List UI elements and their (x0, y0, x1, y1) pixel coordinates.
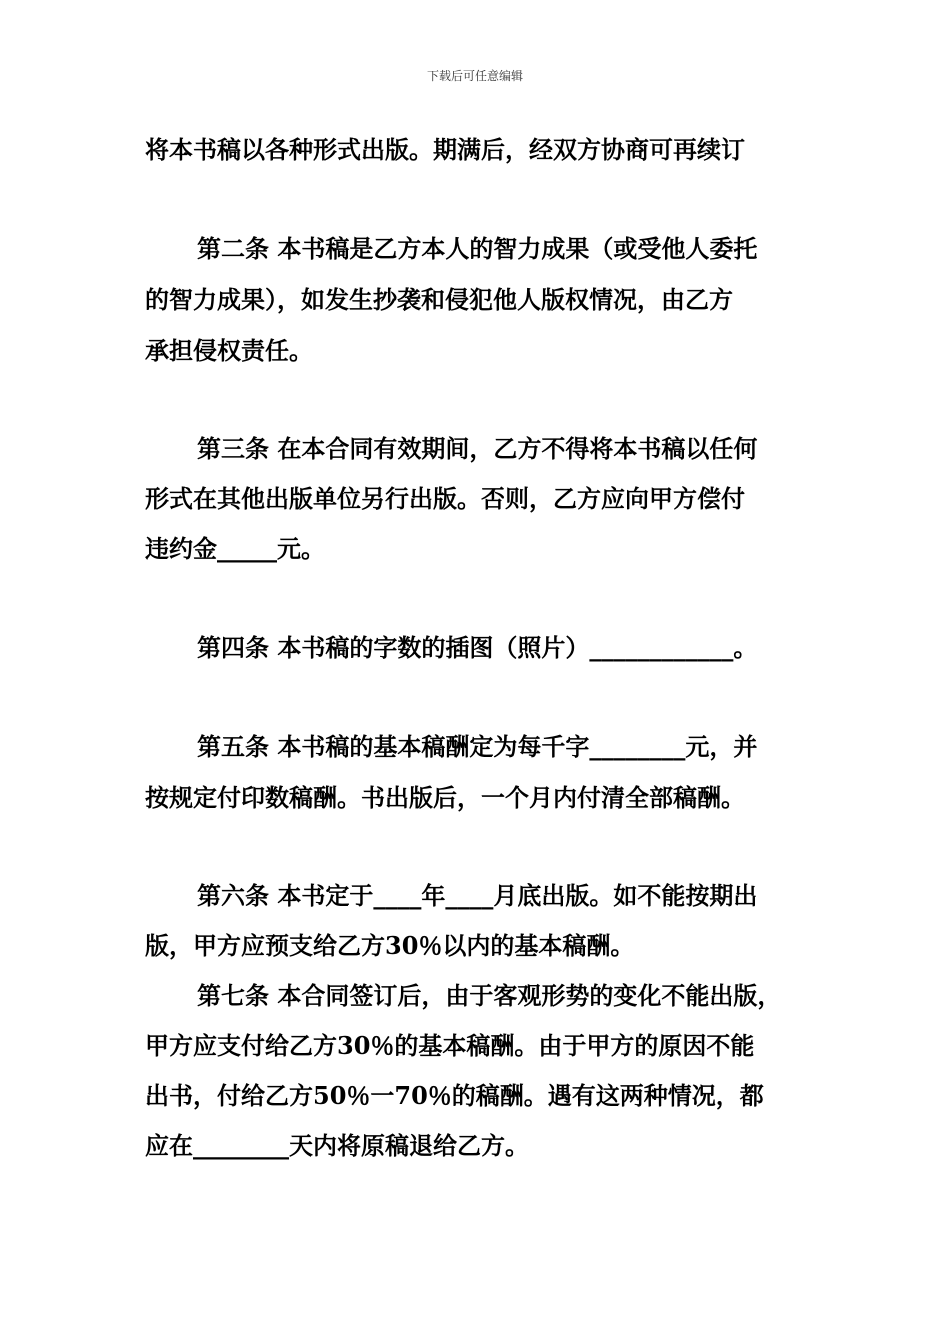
text-line: 甲方应支付给乙方30％的基本稿酬。由于甲方的原因不能 (145, 1031, 755, 1060)
header-note: 下载后可任意编辑 (426, 69, 523, 83)
article-2-line: 第二条 本书稿是乙方本人的智力成果（或受他人委托 (197, 234, 758, 263)
text-line: 出书，付给乙方50％一70％的稿酬。遇有这两种情况，都 (145, 1081, 764, 1110)
text-line: 违约金_____元。 (145, 534, 325, 563)
text-line: 形式在其他出版单位另行出版。否则，乙方应向甲方偿付 (145, 484, 745, 513)
text-line: 按规定付印数稿酬。书出版后，一个月内付清全部稿酬。 (145, 783, 745, 812)
text-line: 承担侵权责任。 (145, 336, 313, 365)
article-5-line: 第五条 本书稿的基本稿酬定为每千字________元，并 (197, 732, 758, 761)
article-3-line: 第三条 在本合同有效期间，乙方不得将本书稿以任何 (197, 434, 758, 463)
text-line: 的智力成果），如发生抄袭和侵犯他人版权情况，由乙方 (145, 285, 733, 314)
article-7-line: 第七条 本合同签订后，由于客观形势的变化不能出版， (197, 981, 782, 1010)
article-6-line: 第六条 本书定于____年____月底出版。如不能按期出 (197, 881, 758, 910)
article-4-line: 第四条 本书稿的字数的插图（照片）____________。 (197, 633, 758, 662)
text-line: 应在________天内将原稿退给乙方。 (145, 1131, 529, 1160)
text-line: 版，甲方应预支给乙方30％以内的基本稿酬。 (145, 931, 635, 960)
text-line: 将本书稿以各种形式出版。期满后，经双方协商可再续订 (145, 135, 745, 164)
